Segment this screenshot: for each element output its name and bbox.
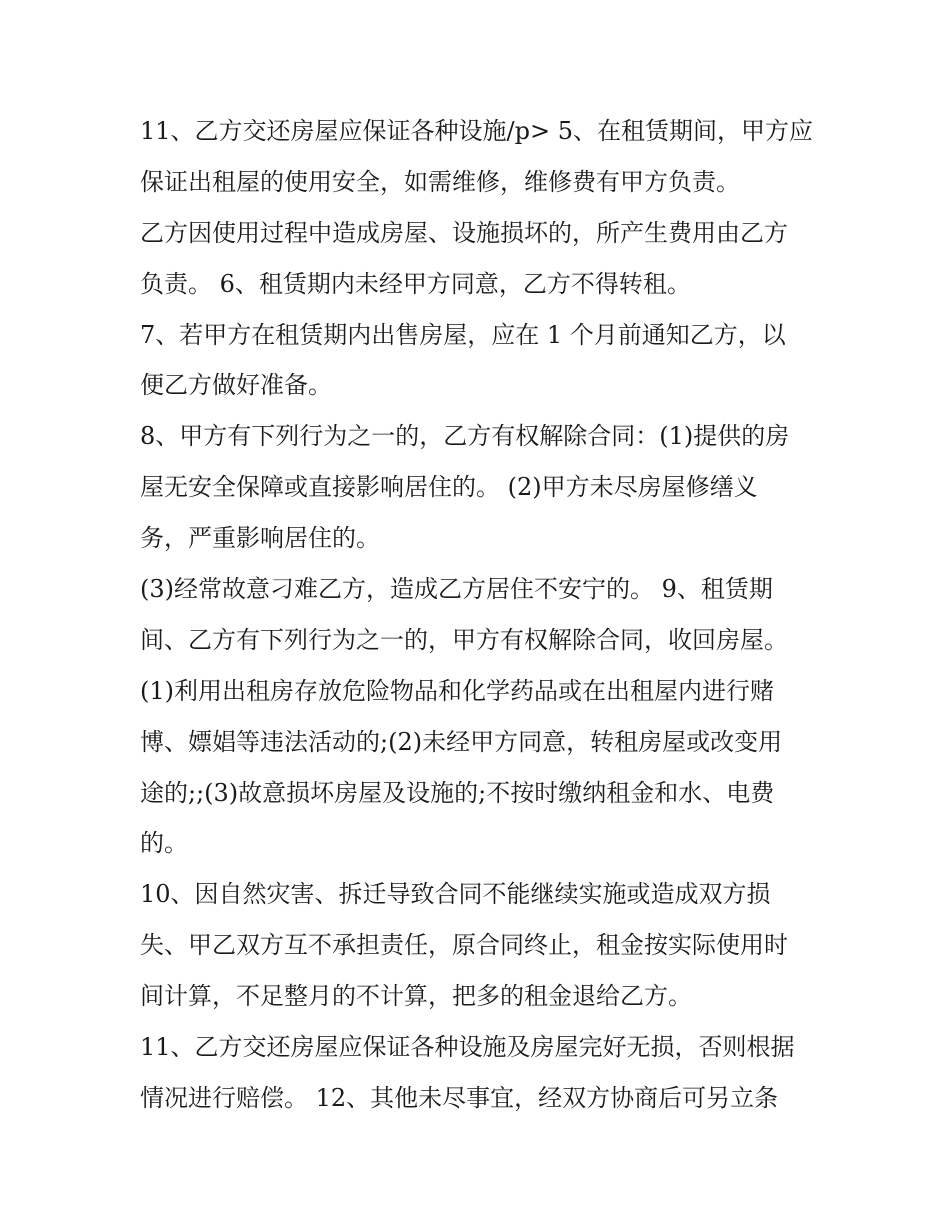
- text-line: 保证出租屋的使用安全，如需维修，维修费有甲方负责。: [140, 167, 740, 196]
- text-line: 11、乙方交还房屋应保证各种设施/p> 5、在租赁期间，甲方应: [140, 117, 813, 145]
- text-line: (1)利用出租房存放危险物品和化学药品或在出租屋内进行赌: [140, 676, 774, 705]
- text-line: 情况进行赔偿。 12、其他未尽事宜，经双方协商后可另立条: [140, 1083, 779, 1112]
- text-line: 博、嫖娼等违法活动的;(2)未经甲方同意，转租房屋或改变用: [140, 727, 783, 756]
- text-line: 间、乙方有下列行为之一的，甲方有权解除合同，收回房屋。: [140, 625, 788, 654]
- text-line: 便乙方做好准备。: [140, 371, 332, 400]
- text-line: 负责。 6、租赁期内未经甲方同意，乙方不得转租。: [140, 269, 691, 298]
- text-line: 7、若甲方在租赁期内出售房屋，应在 1 个月前通知乙方，以: [140, 320, 786, 349]
- text-line: (3)经常故意刁难乙方，造成乙方居住不安宁的。 9、租赁期: [140, 575, 773, 604]
- text-line: 间计算，不足整月的不计算，把多的租金退给乙方。: [140, 982, 692, 1011]
- text-line: 务，严重影响居住的。: [140, 524, 380, 553]
- text-line: 8、甲方有下列行为之一的，乙方有权解除合同：(1)提供的房: [140, 422, 790, 451]
- text-line: 屋无安全保障或直接影响居住的。 (2)甲方未尽房屋修缮义: [140, 473, 758, 502]
- text-line: 失、甲乙双方互不承担责任，原合同终止，租金按实际使用时: [140, 931, 788, 960]
- text-line: 10、因自然灾害、拆迁导致合同不能继续实施或造成双方损: [140, 880, 771, 909]
- text-line: 乙方因使用过程中造成房屋、设施损坏的，所产生费用由乙方: [140, 218, 788, 247]
- document-body: [140, 106, 830, 1124]
- text-line: 途的;;(3)故意损坏房屋及设施的;不按时缴纳租金和水、电费: [140, 778, 775, 807]
- text-line: 的。: [140, 829, 188, 858]
- text-line: 11、乙方交还房屋应保证各种设施及房屋完好无损，否则根据: [140, 1033, 795, 1062]
